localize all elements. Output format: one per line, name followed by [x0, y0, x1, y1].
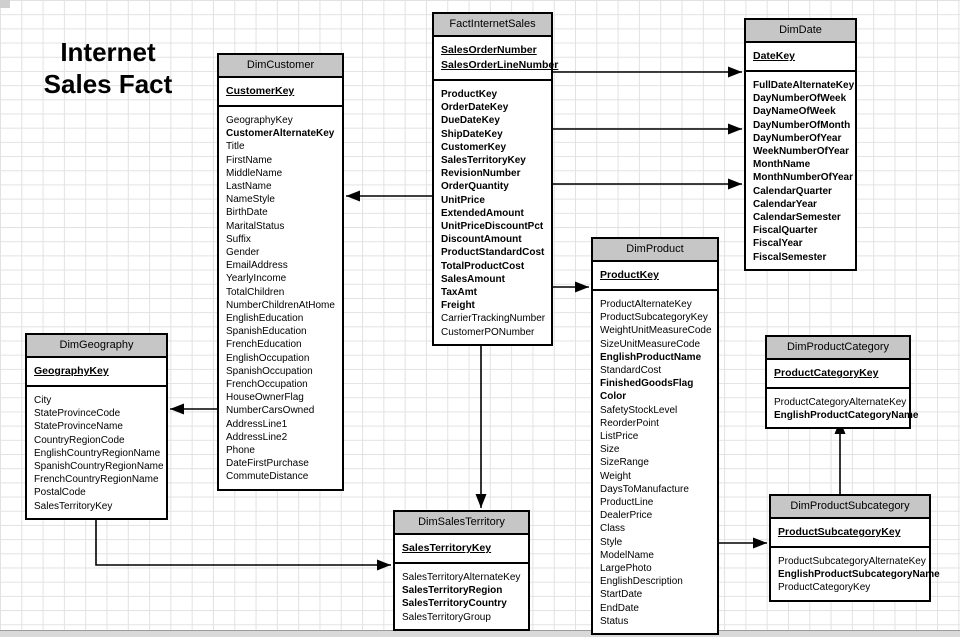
field-row: WeekNumberOfYear — [753, 146, 849, 158]
relationship-arrow-FactInternetSales-to-DimDate — [553, 67, 742, 78]
field-row: FrenchCountryRegionName — [34, 474, 159, 486]
relationship-arrow-FactInternetSales-to-DimProduct — [553, 282, 589, 293]
arrowhead-icon — [728, 67, 742, 78]
field-row: DayNameOfWeek — [753, 106, 836, 118]
pk-field-row: GeographyKey — [34, 365, 109, 377]
field-row: WeightUnitMeasureCode — [600, 325, 712, 337]
field-row: SalesTerritoryGroup — [402, 611, 491, 623]
field-row: MiddleName — [226, 167, 283, 179]
field-row: MonthName — [753, 159, 811, 171]
field-row: City — [34, 395, 52, 406]
field-row: SalesTerritoryRegion — [402, 585, 503, 597]
field-row: SpanishCountryRegionName — [34, 461, 164, 473]
fields-section — [27, 387, 166, 518]
field-row: FullDateAlternateKey — [753, 80, 855, 91]
field-row: SalesTerritoryAlternateKey — [402, 572, 521, 583]
field-row: Status — [600, 615, 629, 627]
field-row: ShipDateKey — [441, 128, 503, 140]
field-row: StartDate — [600, 589, 643, 601]
pk-field-row: DateKey — [753, 50, 796, 62]
primary-key-section — [434, 37, 559, 81]
field-row: DayNumberOfYear — [753, 132, 842, 144]
pk-field-row: ProductKey — [600, 269, 659, 281]
field-row: Weight — [600, 470, 631, 482]
field-row: SalesTerritoryKey — [441, 155, 526, 167]
field-row: CalendarYear — [753, 198, 817, 210]
field-row: EnglishDescription — [600, 576, 683, 588]
arrowhead-icon — [476, 494, 487, 508]
field-row: UnitPrice — [441, 194, 485, 206]
field-row: EnglishOccupation — [226, 352, 310, 364]
pk-field-row: ProductSubcategoryKey — [778, 526, 901, 538]
field-row: NumberChildrenAtHome — [226, 299, 335, 311]
entity-table-DimProductCategory[interactable] — [765, 335, 919, 429]
field-row: ProductSubcategoryKey — [600, 312, 708, 324]
relationship-arrow-FactInternetSales-to-DimDate — [553, 179, 742, 190]
field-row: DaysToManufacture — [600, 483, 689, 495]
field-row: DayNumberOfWeek — [753, 93, 847, 105]
table-title: DimProduct — [593, 239, 717, 262]
field-row: NumberCarsOwned — [226, 405, 315, 417]
arrowhead-icon — [377, 560, 391, 571]
field-row: StateProvinceName — [34, 421, 123, 433]
field-row: StandardCost — [600, 365, 662, 377]
field-row: MaritalStatus — [226, 220, 285, 232]
field-row: FiscalSemester — [753, 251, 827, 263]
primary-key-section — [219, 78, 342, 107]
field-row: FirstName — [226, 154, 273, 166]
entity-table-DimProductSubcategory[interactable] — [769, 494, 940, 602]
field-row: DayNumberOfMonth — [753, 119, 851, 131]
field-row: FiscalYear — [753, 238, 803, 250]
arrowhead-icon — [753, 538, 767, 549]
field-row: FiscalQuarter — [753, 225, 818, 237]
field-row: DiscountAmount — [441, 234, 522, 246]
field-row: EnglishProductSubcategoryName — [778, 569, 940, 581]
entity-table-DimSalesTerritory[interactable] — [393, 510, 530, 631]
pk-field-row: ProductCategoryKey — [774, 367, 879, 379]
relationship-arrow-DimCustomer-to-DimGeography — [170, 404, 217, 415]
field-row: AddressLine2 — [226, 431, 288, 443]
field-row: Phone — [226, 445, 255, 457]
field-row: Size — [600, 444, 620, 456]
field-row: AddressLine1 — [226, 418, 288, 430]
primary-key-section — [27, 358, 166, 387]
field-row: Style — [600, 536, 623, 548]
field-row: SalesTerritoryCountry — [402, 598, 507, 610]
field-row: EndDate — [600, 602, 639, 614]
pk-field-row: SalesOrderLineNumber — [441, 59, 559, 71]
fields-section — [593, 291, 717, 633]
field-row: EmailAddress — [226, 260, 288, 272]
field-row: DateFirstPurchase — [226, 458, 309, 470]
entity-table-DimGeography[interactable] — [25, 333, 168, 520]
field-row: UnitPriceDiscountPct — [441, 221, 544, 233]
field-row: OrderDateKey — [441, 102, 509, 114]
fields-section — [771, 548, 940, 600]
primary-key-section — [771, 519, 929, 548]
field-row: LargePhoto — [600, 563, 652, 575]
field-row: SalesTerritoryKey — [34, 500, 113, 512]
field-row: Title — [226, 141, 245, 153]
field-row: ReorderPoint — [600, 417, 659, 429]
field-row: FrenchEducation — [226, 339, 302, 351]
field-row: HouseOwnerFlag — [226, 392, 304, 404]
table-title: FactInternetSales — [434, 14, 551, 37]
arrowhead-icon — [728, 124, 742, 135]
primary-key-section — [767, 360, 909, 389]
primary-key-section — [746, 43, 855, 72]
field-row: EnglishCountryRegionName — [34, 447, 161, 459]
relationship-arrow-DimProductSubcategory-to-DimProductCategory — [835, 420, 846, 494]
pk-field-row: SalesOrderNumber — [441, 44, 537, 56]
field-row: FinishedGoodsFlag — [600, 378, 694, 390]
field-row: ProductAlternateKey — [600, 299, 692, 310]
fields-section — [395, 564, 528, 629]
field-row: Color — [600, 391, 627, 403]
field-row: ProductLine — [600, 497, 654, 509]
relationship-arrow-FactInternetSales-to-DimSalesTerritory — [476, 337, 487, 508]
field-row: TaxAmt — [441, 287, 477, 299]
field-row: PostalCode — [34, 487, 86, 499]
table-title: DimDate — [746, 20, 855, 43]
field-row: ProductCategoryAlternateKey — [774, 397, 907, 408]
arrowhead-icon — [170, 404, 184, 415]
primary-key-section — [395, 535, 528, 564]
field-row: CustomerKey — [441, 141, 507, 153]
entity-table-DimDate[interactable] — [744, 18, 857, 271]
field-row: YearlyIncome — [226, 273, 287, 285]
pk-field-row: SalesTerritoryKey — [402, 542, 492, 554]
field-row: ExtendedAmount — [441, 207, 524, 219]
relationship-arrow-FactInternetSales-to-DimCustomer — [346, 191, 432, 202]
field-row: MonthNumberOfYear — [753, 172, 854, 184]
field-row: ModelName — [600, 549, 654, 561]
field-row: SizeUnitMeasureCode — [600, 338, 701, 350]
field-row: EnglishEducation — [226, 313, 304, 325]
field-row: FrenchOccupation — [226, 379, 308, 391]
fields-section — [746, 72, 855, 269]
entity-table-DimCustomer[interactable] — [217, 53, 344, 491]
field-row: Class — [600, 523, 626, 535]
field-row: DealerPrice — [600, 510, 653, 522]
relationship-arrow-DimProduct-to-DimProductSubcategory — [719, 538, 767, 549]
field-row: TotalChildren — [226, 286, 285, 298]
entity-table-FactInternetSales[interactable] — [432, 12, 559, 346]
field-row: TotalProductCost — [441, 260, 525, 272]
field-row: CountryRegionCode — [34, 434, 125, 446]
field-row: ProductStandardCost — [441, 247, 545, 259]
field-row: CalendarSemester — [753, 212, 841, 224]
field-row: SafetyStockLevel — [600, 404, 678, 416]
field-row: CommuteDistance — [226, 471, 309, 483]
field-row: LastName — [226, 181, 272, 193]
table-title: DimSalesTerritory — [395, 512, 528, 535]
diagram-title-line1: Internet — [60, 37, 156, 67]
field-row: DueDateKey — [441, 115, 500, 127]
arrowhead-icon — [728, 179, 742, 190]
fields-section — [219, 107, 342, 489]
field-row: CalendarQuarter — [753, 185, 832, 197]
field-row: CustomerPONumber — [441, 326, 535, 338]
fields-section — [434, 81, 551, 344]
field-row: SalesAmount — [441, 273, 505, 285]
field-row: ProductKey — [441, 89, 498, 100]
field-row: SpanishEducation — [226, 326, 307, 338]
field-row: GeographyKey — [226, 115, 293, 126]
entity-table-DimProduct[interactable] — [591, 237, 719, 635]
field-row: ProductCategoryKey — [778, 582, 871, 594]
field-row: ProductSubcategoryAlternateKey — [778, 556, 926, 567]
field-row: CarrierTrackingNumber — [441, 313, 546, 325]
table-title: DimGeography — [27, 335, 166, 358]
field-row: StateProvinceCode — [34, 408, 121, 420]
table-title: DimProductCategory — [767, 337, 909, 360]
table-title: DimProductSubcategory — [771, 496, 929, 519]
arrowhead-icon — [575, 282, 589, 293]
field-row: NameStyle — [226, 194, 275, 206]
field-row: SpanishOccupation — [226, 365, 313, 377]
field-row: ListPrice — [600, 431, 639, 443]
field-row: EnglishProductName — [600, 351, 702, 363]
field-row: RevisionNumber — [441, 168, 521, 180]
diagram-title-line2: Sales Fact — [43, 69, 173, 99]
fields-section — [767, 389, 919, 427]
field-row: CustomerAlternateKey — [226, 128, 335, 140]
field-row: OrderQuantity — [441, 181, 509, 193]
arrowhead-icon — [346, 191, 360, 202]
field-row: EnglishProductCategoryName — [774, 410, 919, 422]
field-row: Suffix — [226, 233, 251, 245]
primary-key-section — [593, 262, 717, 291]
field-row: BirthDate — [226, 207, 268, 219]
field-row: Gender — [226, 247, 260, 259]
field-row: SizeRange — [600, 457, 649, 469]
field-row: Freight — [441, 300, 475, 312]
pk-field-row: CustomerKey — [226, 85, 295, 97]
table-title: DimCustomer — [219, 55, 342, 78]
relationship-arrow-FactInternetSales-to-DimDate — [553, 124, 742, 135]
